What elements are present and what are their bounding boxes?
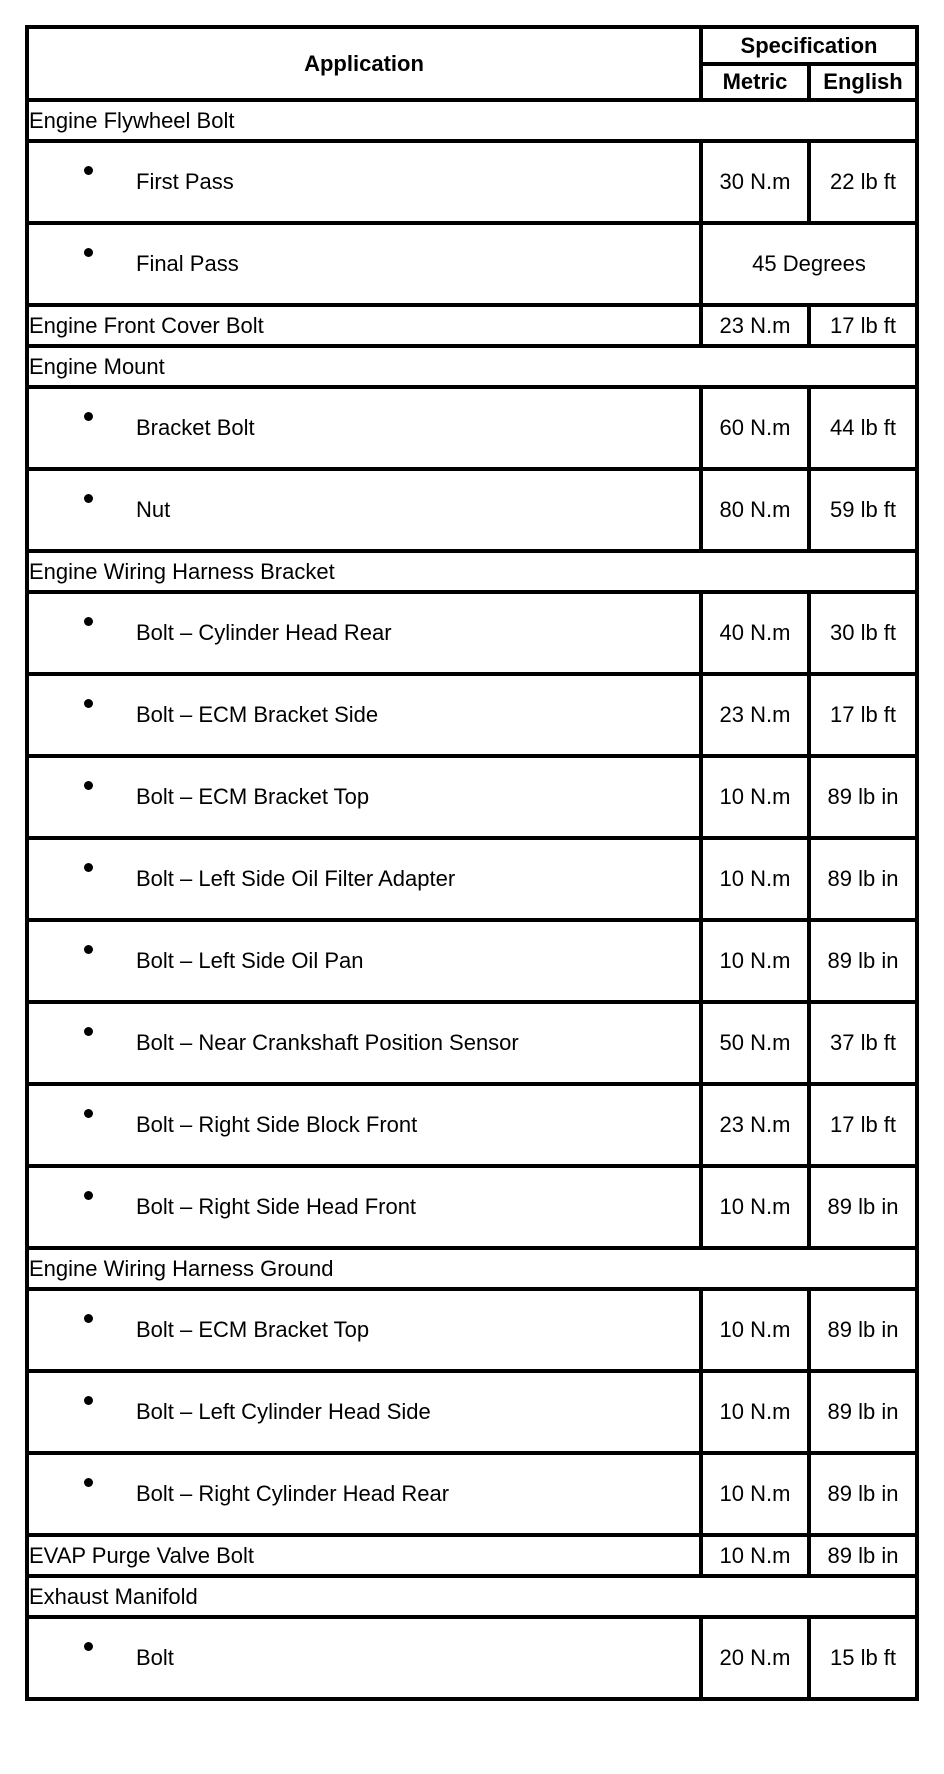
item-label: Bolt – Left Side Oil Filter Adapter [136, 866, 456, 891]
bullet-item [27, 1617, 701, 1699]
group-label: Engine Flywheel Bolt [27, 100, 917, 141]
bullet-item [27, 141, 701, 223]
metric-value: 30 N.m [701, 141, 809, 223]
metric-value: 23 N.m [701, 674, 809, 756]
metric-value: 23 N.m [701, 305, 809, 346]
bullet-item [27, 1289, 701, 1371]
english-value: 59 lb ft [809, 469, 917, 551]
item-label: Bolt – Near Crankshaft Position Sensor [136, 1030, 519, 1055]
item-label: Bolt – ECM Bracket Side [136, 702, 379, 727]
table-row [27, 1248, 917, 1289]
bullet-icon [84, 166, 93, 175]
merged-value: 45 Degrees [701, 223, 917, 305]
bullet-item [27, 838, 701, 920]
item-label: First Pass [136, 169, 234, 194]
item-label: Bolt – ECM Bracket Top [136, 784, 370, 809]
specification-header: Specification [701, 27, 917, 64]
table-row [27, 1084, 917, 1166]
bullet-icon [84, 617, 93, 626]
english-value: 89 lb in [809, 1289, 917, 1371]
english-value: 30 lb ft [809, 592, 917, 674]
item-label: Bolt [136, 1645, 174, 1670]
application-header: Application [27, 27, 701, 100]
application-label: EVAP Purge Valve Bolt [27, 1535, 701, 1576]
bullet-icon [84, 1191, 93, 1200]
english-value: 89 lb in [809, 1166, 917, 1248]
metric-value: 60 N.m [701, 387, 809, 469]
bullet-icon [84, 1109, 93, 1118]
table-row [27, 920, 917, 1002]
english-value: 89 lb in [809, 838, 917, 920]
bullet-item [27, 1084, 701, 1166]
bullet-item [27, 1371, 701, 1453]
item-label: Bracket Bolt [136, 415, 255, 440]
table-header [27, 27, 917, 100]
metric-value: 40 N.m [701, 592, 809, 674]
english-value: 89 lb in [809, 1535, 917, 1576]
metric-header: Metric [701, 64, 809, 100]
metric-value: 10 N.m [701, 1535, 809, 1576]
english-value: 89 lb in [809, 1371, 917, 1453]
bullet-item [27, 223, 701, 305]
bullet-icon [84, 494, 93, 503]
english-value: 17 lb ft [809, 305, 917, 346]
metric-value: 10 N.m [701, 920, 809, 1002]
table-row [27, 756, 917, 838]
english-value: 89 lb in [809, 920, 917, 1002]
english-value: 17 lb ft [809, 1084, 917, 1166]
table-row [27, 1002, 917, 1084]
metric-value: 10 N.m [701, 1289, 809, 1371]
table-row [27, 1535, 917, 1576]
bullet-icon [84, 781, 93, 790]
bullet-icon [84, 699, 93, 708]
table-row [27, 223, 917, 305]
english-value: 22 lb ft [809, 141, 917, 223]
bullet-icon [84, 863, 93, 872]
bullet-item [27, 756, 701, 838]
group-label: Engine Wiring Harness Bracket [27, 551, 917, 592]
bullet-icon [84, 1314, 93, 1323]
bullet-item [27, 387, 701, 469]
item-label: Bolt – Right Side Head Front [136, 1194, 417, 1219]
metric-value: 50 N.m [701, 1002, 809, 1084]
table-row [27, 838, 917, 920]
item-label: Bolt – Cylinder Head Rear [136, 620, 392, 645]
item-label: Bolt – Left Side Oil Pan [136, 948, 364, 973]
item-label: Bolt – Right Side Block Front [136, 1112, 418, 1137]
metric-value: 10 N.m [701, 1166, 809, 1248]
english-header: English [809, 64, 917, 100]
table-row [27, 1166, 917, 1248]
english-value: 89 lb in [809, 1453, 917, 1535]
table-row [27, 387, 917, 469]
table-row [27, 1576, 917, 1617]
bullet-icon [84, 1642, 93, 1651]
table-row [27, 551, 917, 592]
table-row [27, 346, 917, 387]
english-value: 15 lb ft [809, 1617, 917, 1699]
metric-value: 10 N.m [701, 838, 809, 920]
table-body [27, 100, 917, 1699]
bullet-item [27, 469, 701, 551]
bullet-item [27, 1002, 701, 1084]
group-label: Engine Wiring Harness Ground [27, 1248, 917, 1289]
metric-value: 20 N.m [701, 1617, 809, 1699]
table-row [27, 674, 917, 756]
metric-value: 80 N.m [701, 469, 809, 551]
item-label: Nut [136, 497, 171, 522]
bullet-icon [84, 1027, 93, 1036]
item-label: Final Pass [136, 251, 239, 276]
table-row [27, 469, 917, 551]
group-label: Engine Mount [27, 346, 917, 387]
english-value: 44 lb ft [809, 387, 917, 469]
metric-value: 23 N.m [701, 1084, 809, 1166]
english-value: 37 lb ft [809, 1002, 917, 1084]
bullet-item [27, 674, 701, 756]
bullet-item [27, 920, 701, 1002]
bullet-item [27, 1453, 701, 1535]
bullet-icon [84, 945, 93, 954]
item-label: Bolt – Left Cylinder Head Side [136, 1399, 431, 1424]
table-row [27, 1453, 917, 1535]
group-label: Exhaust Manifold [27, 1576, 917, 1617]
application-label: Engine Front Cover Bolt [27, 305, 701, 346]
metric-value: 10 N.m [701, 1453, 809, 1535]
metric-value: 10 N.m [701, 756, 809, 838]
metric-value: 10 N.m [701, 1371, 809, 1453]
bullet-icon [84, 248, 93, 257]
table-row [27, 592, 917, 674]
table-row [27, 100, 917, 141]
table-row [27, 1371, 917, 1453]
english-value: 17 lb ft [809, 674, 917, 756]
bullet-item [27, 592, 701, 674]
bullet-icon [84, 1478, 93, 1487]
table-row [27, 141, 917, 223]
item-label: Bolt – ECM Bracket Top [136, 1317, 370, 1342]
bullet-item [27, 1166, 701, 1248]
table-row [27, 1617, 917, 1699]
english-value: 89 lb in [809, 756, 917, 838]
torque-spec-table [25, 25, 919, 1701]
bullet-icon [84, 412, 93, 421]
table-row [27, 1289, 917, 1371]
table-row [27, 305, 917, 346]
bullet-icon [84, 1396, 93, 1405]
item-label: Bolt – Right Cylinder Head Rear [136, 1481, 450, 1506]
